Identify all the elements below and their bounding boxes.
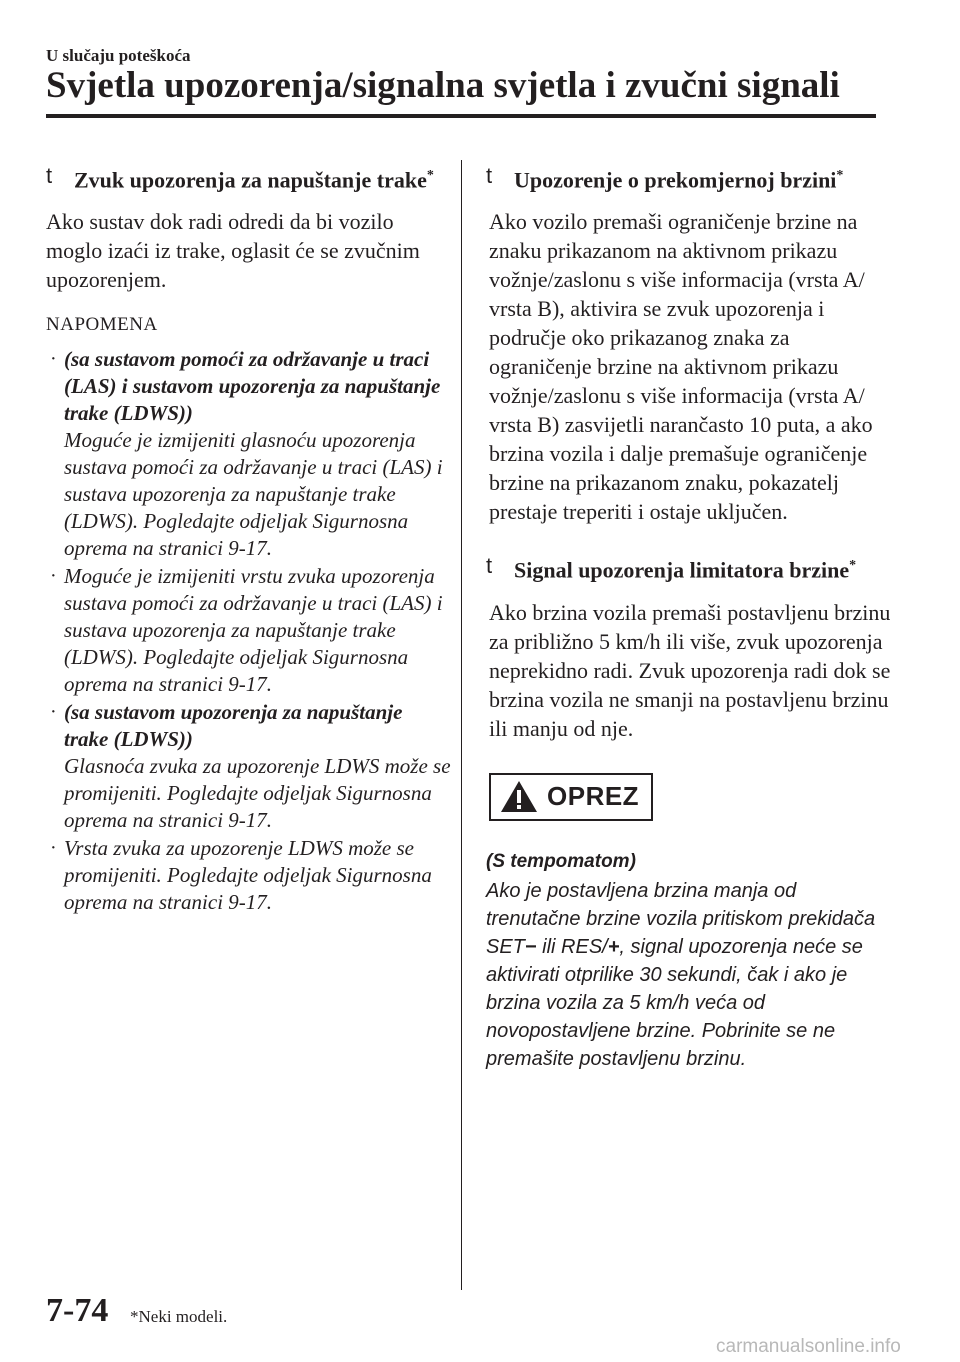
warning-triangle-icon — [499, 779, 539, 814]
title-rule — [46, 114, 876, 118]
section-marker: t — [486, 163, 493, 188]
bullet: · — [50, 837, 57, 860]
footnote-star: * — [849, 558, 857, 574]
overspeed-body: Ako vozilo premaši ograničenje brzine na znaku prikazanom na aktivnom prikazu vožnje/zaslonu s više informacija (vrsta A/ vrsta B), aktivira se zvuk upozorenja i područje oko prikazanog znaka za ograničenje brzine na aktivnom prikazu vožnje/zaslonu s više informacija (vrsta A/ vrsta B) zasvijetli narančasto 10 puta, a ako brzina vozila i dalje premašuje ograničenje brzine na prikazanom znaku, pokazatelj prestaje treperiti i ostaje uključen. — [489, 209, 873, 525]
note-item — [46, 563, 451, 698]
note-condition: (sa sustavom upozorenja za napuštanje trake (LDWS)) — [64, 700, 403, 752]
note-title: NAPOMENA — [46, 314, 158, 336]
lane-departure-heading — [46, 160, 451, 195]
speed-limiter-heading — [486, 550, 896, 585]
caution-condition: (S tempomatom) — [486, 850, 636, 872]
note-text: Glasnoća zvuka za upozorenje LDWS može se promijeniti. Pogledajte odjeljak Sigurnosna oprema na stranici 9-17. — [64, 754, 451, 833]
note-condition: (sa sustavom pomoći za održavanje u traci (LAS) i sustavom upozorenja za napuštanje trake (LDWS)) — [64, 347, 441, 426]
footnote-star: * — [836, 168, 844, 183]
note-text: Vrsta zvuka za upozorenje LDWS može se promijeniti. Pogledajte odjeljak Sigurnosna oprema na stranici 9-17. — [64, 836, 432, 915]
speed-limiter-body: Ako brzina vozila premaši postavljenu brzinu za približno 5 km/h ili više, zvuk upozorenja neprekidno radi. Zvuk upozorenja radi dok se brzina vozila ne smanji na postavljenu brzinu ili manju od nje. — [489, 599, 891, 741]
note-text: Moguće je izmijeniti glasnoću upozorenja sustava pomoći za održavanje u traci (LAS) i sustava upozorenja za napuštanje trake (LDWS). Pogledajte odjeljak Sigurnosna oprema na stranici 9-17. — [64, 428, 443, 561]
minus-symbol: − — [524, 935, 537, 958]
heading-text: Signal upozorenja limitatora brzine — [514, 557, 850, 583]
note-text: Moguće je izmijeniti vrstu zvuka upozorenja sustava pomoći za održavanje u traci (LAS) i sustava upozorenja za napuštanje trake (LDWS). Pogledajte odjeljak Sigurnosna oprema na stranici 9-17. — [64, 564, 443, 697]
heading-text: Zvuk upozorenja za napuštanje trake — [74, 167, 427, 193]
section-marker: t — [486, 553, 493, 579]
heading-text: Upozorenje o prekomjernoj brzini — [514, 167, 837, 193]
page-title: Svjetla upozorenja/signalna svjetla i zvučni signali — [46, 65, 840, 106]
bullet: · — [50, 565, 57, 588]
left-column — [46, 160, 451, 917]
bullet: · — [50, 701, 57, 724]
caution-box — [489, 773, 653, 821]
caution-text: Ako je postavljena brzina manja od trenutačne brzine vozila pritiskom prekidača SET− ili RES/+, signal upozorenja neće se aktivirati otprilike 30 sekundi, čak i ako je brzina vozila za 5 km/h veća od novopostavljene brzine. Pobrinite se ne premašite postavljenu brzinu. — [486, 879, 876, 1070]
section-marker: t — [46, 163, 53, 188]
right-column — [486, 160, 896, 1073]
note-item — [46, 699, 451, 834]
bullet: · — [50, 348, 57, 371]
caution-label: OPREZ — [547, 781, 640, 812]
lane-departure-body: Ako sustav dok radi odredi da bi vozilo moglo izaći iz trake, oglasit će se zvučnim upozorenjem. — [46, 209, 420, 293]
footnote: *Neki modeli. — [130, 1307, 228, 1326]
plus-symbol: + — [607, 935, 620, 958]
note-item — [46, 346, 451, 562]
note-list — [46, 346, 451, 916]
section-label: U slučaju poteškoća — [46, 46, 191, 65]
watermark: carmanualsonline.info — [716, 1336, 901, 1357]
overspeed-heading — [486, 160, 896, 195]
page-number: 7-74 — [46, 1292, 109, 1329]
note-item — [46, 835, 451, 916]
footnote-star: * — [426, 168, 434, 183]
column-divider — [461, 160, 462, 1290]
